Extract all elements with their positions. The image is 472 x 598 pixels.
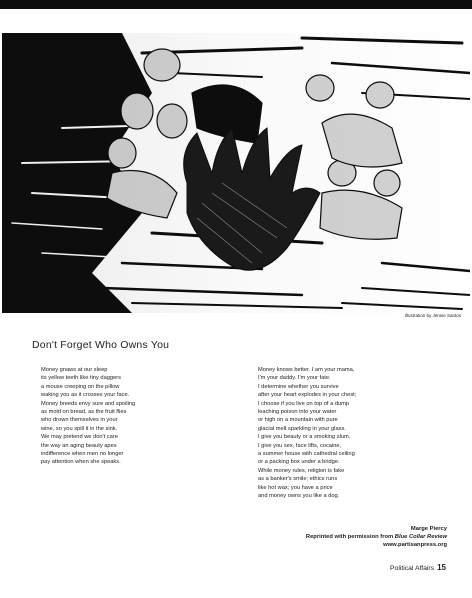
poem-line: While money rules, religion is fake [258, 467, 345, 474]
poem-line: the way an aging beauty apes [41, 442, 117, 449]
attribution [306, 525, 447, 550]
source-url[interactable]: www.partisanpress.org [383, 542, 447, 549]
poem-line: a summer house with cathedral ceiling [258, 451, 355, 458]
poem-line: waking you as it crosses your face. [41, 392, 130, 399]
author-name: Marge Piercy [410, 526, 447, 532]
poem-line: or high on a mountain with pure [258, 417, 338, 424]
top-bar [0, 0, 472, 9]
poem-line: Money knows better. I am your mama, [258, 367, 355, 373]
poem-line: glacial melt sparkling in your glass. [258, 425, 346, 432]
poem-line: who drown themselves in your [41, 417, 118, 424]
poem-line: I give you beauty or a smoking slum. [258, 434, 351, 441]
poem-line: I determine whether you survive [258, 383, 339, 390]
illustration [2, 33, 470, 313]
poem-line: or a packing box under a bridge. [258, 459, 340, 466]
poem-line: as a banker's smile; ethics runs [258, 476, 338, 483]
poem-line: indifference when men no longer [41, 451, 124, 458]
poem-line: Money gnaws at our sleep [41, 367, 108, 373]
poem-line: after your heart explodes in your chest; [258, 392, 357, 399]
poem-line: leaching poison into your water [258, 409, 337, 416]
poem-title: Don't Forget Who Owns You [32, 339, 170, 351]
poem-line: Money breeds envy sure and spoiling [41, 400, 136, 407]
page-number: 15 [437, 563, 446, 572]
poem-line: I choose if you live on top of a dump [258, 400, 350, 407]
poem-column-right [258, 366, 356, 501]
poem-line: and money owns you like a dog. [258, 493, 340, 500]
reprint-prefix: Reprinted with permission from [305, 534, 395, 541]
poem-line: We may pretend we don't care [41, 434, 118, 441]
page-footer [390, 563, 446, 572]
poem-line: a mouse creeping on the pillow [41, 383, 120, 390]
poem-line: wine, so you spill it in the sink. [41, 425, 118, 432]
poem-line: its yellow teeth like tiny daggers [41, 375, 121, 382]
reprint-note [306, 533, 447, 541]
poem-line: pay attention when she speaks. [41, 459, 121, 466]
poem-line: I give you sex, face lifts, cocaine, [258, 442, 342, 449]
hand-and-crowd-illustration [2, 33, 470, 313]
poem-line: I'm your daddy. I'm your fate. [258, 375, 331, 382]
poem-column-left [41, 366, 135, 467]
poem-line: like hot wax; you have a price [258, 484, 333, 491]
illustration-credit: Illustration by Jennie Santos [404, 313, 461, 318]
poem-line: as mold on bread, as the fruit flies [41, 409, 127, 416]
publication-name: Political Affairs [390, 565, 435, 572]
source-title: Blue Collar Review [394, 534, 447, 541]
